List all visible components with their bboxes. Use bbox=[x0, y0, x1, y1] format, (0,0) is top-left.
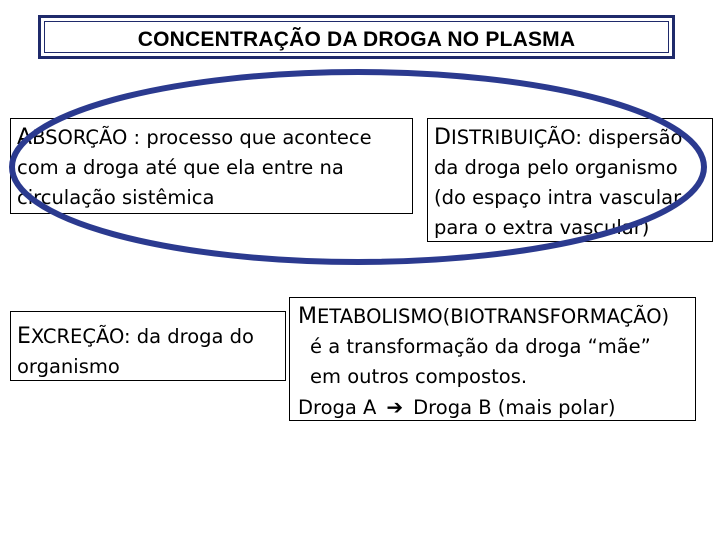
excrecao-body: XCREÇÃO: da droga do organismo bbox=[17, 325, 254, 378]
arrow-right-icon: ➔ bbox=[386, 395, 404, 419]
absorcao-box bbox=[10, 118, 413, 214]
drug-b-label: Droga B (mais polar) bbox=[413, 396, 616, 419]
metabolismo-initial: M bbox=[298, 304, 317, 329]
absorcao-initial: A bbox=[17, 125, 33, 150]
title-frame bbox=[38, 15, 675, 59]
metabolismo-reaction bbox=[298, 392, 687, 423]
page-title: CONCENTRAÇÃO DA DROGA NO PLASMA bbox=[137, 28, 576, 51]
metabolismo-heading-text: ETABOLISMO(BIOTRANSFORMAÇÃO) bbox=[316, 305, 670, 328]
drug-a-label: Droga A bbox=[298, 396, 377, 419]
excrecao-initial: E bbox=[17, 324, 31, 349]
metabolismo-description: é a transformação da droga “mãe” em outros compostos. bbox=[310, 335, 651, 388]
excrecao-box bbox=[10, 311, 286, 381]
distribuicao-body: ISTRIBUIÇÃO: dispersão da droga pelo organismo (do espaço intra vascular para o extra vascular) bbox=[434, 126, 683, 239]
distribuicao-initial: D bbox=[434, 125, 451, 150]
metabolismo-box bbox=[289, 297, 696, 421]
distribuicao-text bbox=[434, 123, 706, 243]
metabolismo-heading bbox=[298, 302, 687, 332]
excrecao-text bbox=[17, 322, 279, 382]
absorcao-text bbox=[17, 123, 406, 213]
distribuicao-box bbox=[427, 118, 713, 242]
absorcao-body: BSORÇÃO : processo que acontece com a droga até que ela entre na circulação sistêmica bbox=[17, 126, 372, 209]
